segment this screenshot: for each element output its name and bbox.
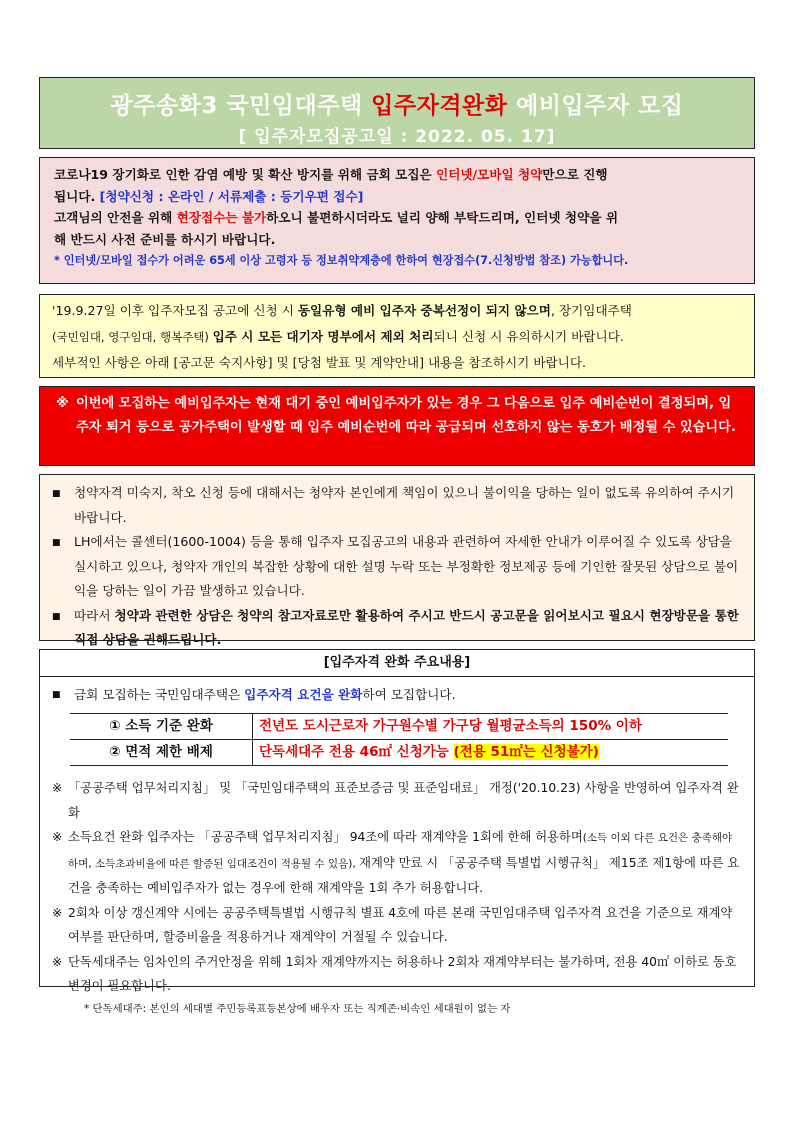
page-title: [40, 87, 754, 120]
criteria-label: ② 면적 제한 배제: [70, 740, 253, 766]
bullet-text: 따라서: [74, 607, 115, 623]
note-text: 단독세대주는 임차인의 주거안정을 위해 1회차 재계약까지는 허용하나 2회차 재계약부터는 불가하며, 전용 40㎡ 이하로 동호변경이 필요합니다.: [68, 954, 737, 993]
note-small-text: (소득 이외 다른 요건은 충족해야하며, 소득초과비율에 따른 할증된 임대조건이 적용될 수 있음),: [68, 832, 733, 870]
notice-text: 됩니다.: [54, 188, 100, 204]
reference-mark-icon: ※: [52, 954, 63, 969]
square-bullet-icon: ■: [52, 489, 61, 499]
list-item: [52, 481, 742, 530]
announcement-date: [ 입주자모집공고일 : 2022. 05. 17]: [238, 127, 556, 147]
list-item: [52, 530, 742, 604]
relaxation-summary-box: [39, 649, 755, 1015]
waiting-order-warning: [39, 386, 755, 466]
onsite-unavailable-highlight: 현장접수는 불가: [176, 210, 267, 225]
yellow-text: 세부적인 사항은 아래 [공고문 숙지사항] 및 [당첨 발표 및 계약안내] 내용을 참조하시기 바랍니다.: [52, 355, 586, 370]
notice-text: 고객님의 안전을 위해: [54, 210, 177, 225]
square-bullet-icon: ■: [52, 690, 61, 700]
table-row: [70, 740, 728, 766]
note-text: 「공공주택 업무처리지침」 및 「국민임대주택의 표준보증금 및 표준임대료」 개정('20.10.23) 사항을 반영하여 입주자격 완화: [68, 781, 739, 820]
duplicate-selection-notice: [39, 294, 755, 378]
caution-bullets: [39, 474, 755, 647]
list-item: [52, 683, 742, 707]
notice-text: 만으로 진행: [542, 167, 608, 182]
apply-method-text: [청약신청 : 온라인 / 서류제출 : 등기우편 접수]: [99, 188, 364, 204]
bullet-text: 청약자격 미숙지, 착오 신청 등에 대해서는 청약자 본인에게 책임이 있으니 불이익을 당하는 일이 없도록 유의하여 주시기 바랍니다.: [74, 485, 735, 525]
reference-mark-icon: ※: [56, 396, 69, 411]
note-text: 재계약 만료 시 「공공주택 특별법 시행규칙」 제15조 제1항에 따른 요건을 충족하는 예비입주자가 없는 경우에 한해 재계약을 1회 추가 허용합니다.: [68, 855, 740, 895]
title-banner: [39, 77, 755, 149]
covid-notice-box: [39, 157, 755, 284]
square-bullet-icon: ■: [52, 538, 61, 548]
yellow-bold: 동일유형 예비 입주자 중복선정이 되지 않으며: [297, 303, 551, 318]
reference-mark-icon: ※: [52, 830, 63, 844]
note-item: [52, 901, 742, 950]
bullet-bold: 청약과 관련한 상담은 청약의 참고자료로만 활용하여 주시고 반드시 공고문을 읽어보시고 필요시 현장방문을 통한 직접 상담을 권해드립니다.: [74, 607, 739, 647]
criteria-exception: (전용 51㎡는 신청불가): [453, 744, 599, 760]
note-item: [52, 950, 742, 999]
note-item: [52, 776, 742, 825]
criteria-table: [70, 713, 728, 766]
section-heading: [입주자격 완화 주요내용]: [40, 650, 754, 677]
reference-mark-icon: ※: [52, 905, 63, 920]
yellow-text: '19.9.27일 이후 입주자모집 공고에 신청 시: [52, 303, 298, 318]
elderly-exception-note: * 인터넷/모바일 접수가 어려운 65세 이상 고령자 등 정보취약계층에 한하여 현장접수(7.신청방법 참조) 가능합니다.: [54, 254, 629, 267]
reference-mark-icon: ※: [52, 781, 63, 795]
title-text-b: 예비입주자 모집: [507, 93, 684, 119]
note-text: 소득요건 완화 입주자는 「공공주택 업무처리지침」 94조에 따라 재계약을 1회에 한해 허용하며: [68, 830, 583, 844]
notice-text: 하오니 불편하시더라도 널리 양해 부탁드리며, 인터넷 청약을 위: [266, 210, 618, 225]
table-row: [70, 714, 728, 740]
yellow-bold: 입주 시 모든 대기자 명부에서 제외 처리: [212, 328, 434, 344]
notice-text: 해 반드시 사전 준비를 하시기 바랍니다.: [54, 231, 276, 247]
criteria-value: 단독세대주 전용 46㎡ 신청가능: [259, 744, 454, 760]
notice-text: 코로나19 장기화로 인한 감염 예방 및 확산 방지를 위해 금회 모집은: [54, 167, 437, 182]
criteria-value: 전년도 도시근로자 가구원수별 가구당 월평균소득의 150% 이하: [253, 714, 729, 740]
warning-text: 이번에 모집하는 예비입주자는 현재 대기 중인 예비입주자가 있는 경우 그 다음으로 입주 예비순번이 결정되며, 입주자 퇴거 등으로 공가주택이 발생할 때 입주 예비순번에 따라 공급되며 선호하지 않는 동호가 배정될 수 있습니다.: [76, 396, 736, 435]
footnote: * 단독세대주: 본인의 세대별 주민등록표등본상에 배우자 또는 직계존·비속인 세대원이 없는 자: [84, 1002, 511, 1015]
note-text: 2회차 이상 갱신계약 시에는 공공주택특별법 시행규칙 별표 4호에 따른 본래 국민임대주택 입주자격 요건을 기준으로 재계약 여부를 판단하며, 할증비율을 적용하거나 재계약이 거절될 수 있습니다.: [68, 905, 733, 944]
intro-text: 금회 모집하는 국민임대주택은: [74, 687, 245, 702]
intro-text: 하여 모집합니다.: [362, 687, 456, 702]
criteria-label: ① 소득 기준 완화: [70, 714, 253, 740]
yellow-text: 되니 신청 시 유의하시기 바랍니다.: [433, 328, 624, 344]
online-apply-highlight: 인터넷/모바일 청약: [436, 167, 543, 182]
title-text-a: 광주송화3 국민임대주택: [110, 93, 372, 119]
list-item: [52, 604, 742, 653]
title-highlight: 입주자격완화: [371, 93, 508, 119]
intro-highlight: 입주자격 요건을 완화: [244, 687, 363, 702]
yellow-text: (국민임대, 영구임대, 행복주택): [52, 329, 213, 344]
bullet-text: LH에서는 콜센터(1600-1004) 등을 통해 입주자 모집공고의 내용과 관련하여 자세한 안내가 이루어질 수 있도록 상담을 실시하고 있으나, 청약자 개인의 복잡한 상황에 대한 설명 누락 또는 부정확한 정보제공 등에 기인한 잘못된 상담으로 불이익을 당하는 일이 가끔 발생하고 있습니다.: [74, 534, 739, 598]
square-bullet-icon: ■: [52, 611, 61, 622]
note-item: [52, 825, 742, 901]
yellow-text: , 장기임대주택: [550, 303, 632, 318]
